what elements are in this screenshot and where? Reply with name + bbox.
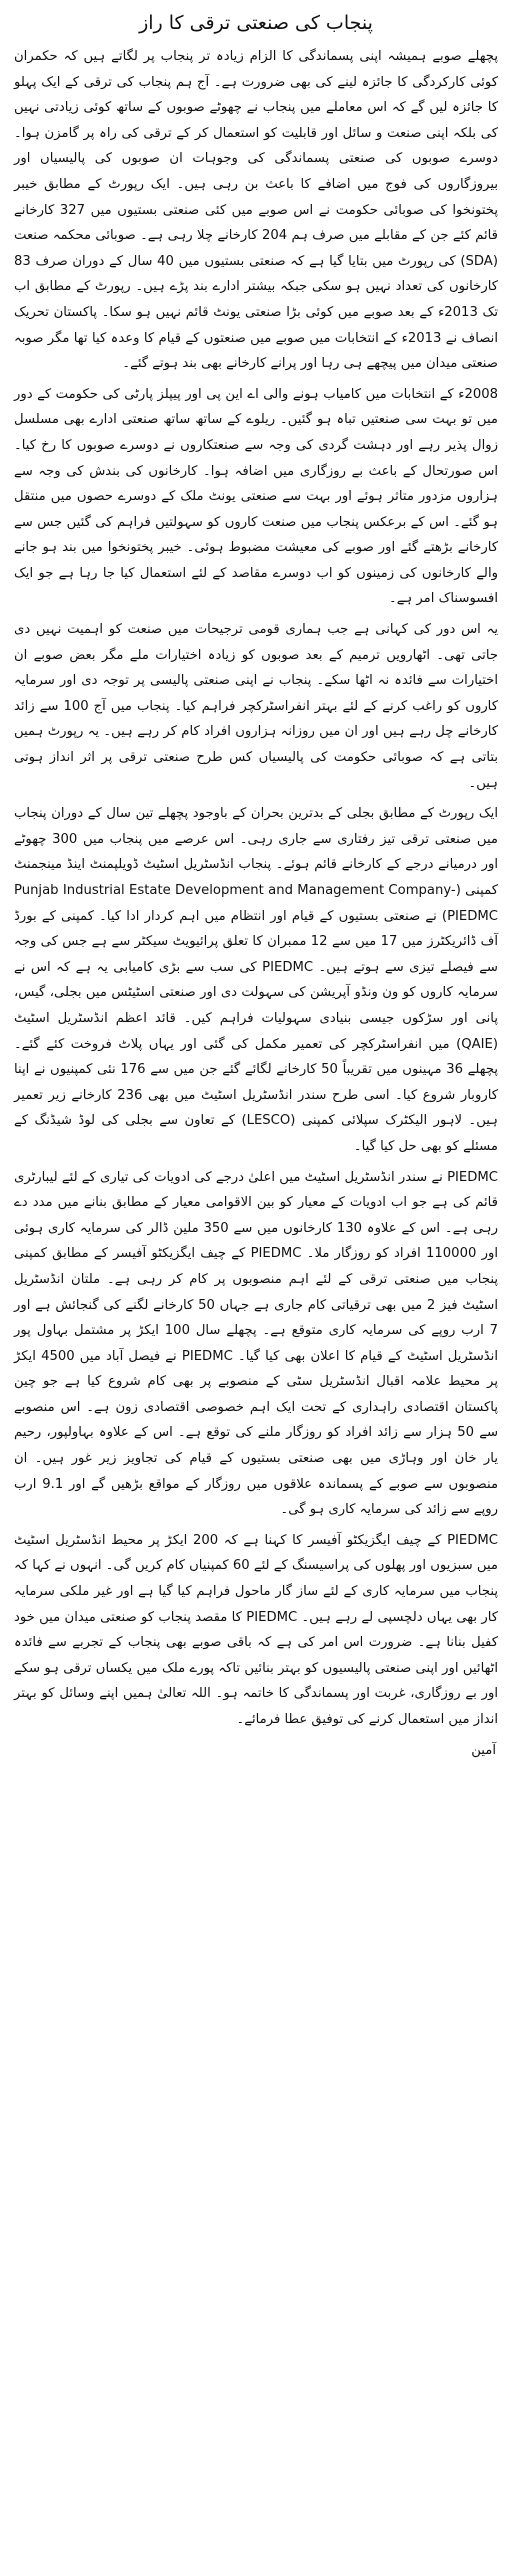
article-paragraph-1: پچھلے صوبے ہمیشہ اپنی پسماندگی کا الزام زیادہ تر پنجاب پر لگاتے ہیں کہ حکمران کوئی کارکردگی کا جائزہ لینے کی بھی ضرورت ہے۔ آج ہم پنجاب کی ترقی کے ایک پہلو کا جائزہ لیں گے کہ اس معاملے میں پنجاب نے چھوٹے صوبوں کے ساتھ کوئی زیادتی نہیں کی بلکہ اپنی صنعت و سائل اور قابلیت کو استعمال کر کے ترقی کی راہ پر گامزن ہوا۔ دوسرے صوبوں کی صنعتی پسماندگی کی وجوہات ان صوبوں کی پالیسیاں اور بیروزگاروں کی فوج میں اضافے کا باعث بن رہی ہیں۔ ایک رپورٹ کے مطابق خیبر پختونخوا کی صوبائی حکومت نے اس صوبے میں کئی صنعتی بستیوں میں 327 کارخانے قائم کئے جن کے مقابلے میں صرف ہم 204 کارخانے چلا رہی ہے۔ صوبائی محکمہ صنعت (SDA) کی رپورٹ میں بتایا گیا ہے کہ صنعتی بستیوں میں 40 سال کے دوران صرف 83 کارخانوں کی تعداد نہیں ہو سکی جبکہ بیشتر ادارے بند پڑے ہیں۔ رپورٹ کے مطابق اب تک 2013ء کے بعد صوبے میں کوئی بڑا صنعتی یونٹ قائم نہیں ہو سکا۔ پاکستان تحریک انصاف نے 2013ء کے انتخابات میں صوبے میں صنعتوں کے قیام کا وعدہ کیا تھا مگر صوبہ صنعتی میدان میں پیچھے ہی رہا اور پرانے کارخانے بھی بند ہوتے گئے۔ (14, 49, 498, 372)
article-title: پنجاب کی صنعتی ترقی کا راز (139, 12, 373, 34)
article-paragraph-6: PIEDMC کے چیف ایگزیکٹو آفیسر کا کہنا ہے کہ 200 ایکڑ پر محیط انڈسٹریل اسٹیٹ میں سبزیوں اور پھلوں کی پراسیسنگ کے لئے 60 کمپنیاں کام کریں گی۔ انہوں نے کہا کہ پنجاب میں سرمایہ کاری کے لئے ساز گار ماحول فراہم کیا گیا ہے اور غیر ملکی سرمایہ کار بھی یہاں دلچسپی لے رہے ہیں۔ PIEDMC کا مقصد پنجاب کو صنعتی میدان میں خود کفیل بنانا ہے۔ ضرورت اس امر کی ہے کہ باقی صوبے بھی پنجاب کے تجربے سے فائدہ اٹھائیں اور اپنی صنعتی پالیسیوں کو بہتر بنائیں تاکہ پورے ملک میں یکساں ترقی ہو سکے اور بے روزگاری، غربت اور پسماندگی کا خاتمہ ہو۔ اللہ تعالیٰ ہمیں اپنے وسائل کو بہتر انداز میں استعمال کرنے کی توفیق عطا فرمائے۔ (14, 1532, 499, 1727)
article-paragraph-2: 2008ء کے انتخابات میں کامیاب ہونے والی اے این پی اور پیپلز پارٹی کی حکومت کے دور میں تو بہت سی صنعتیں تباہ ہو گئیں۔ ریلوے کے ساتھ ساتھ صنعتی ادارے بھی مسلسل زوال پذیر رہے اور دہشت گردی کی وجہ سے صنعتکاروں نے دوسرے صوبوں کا رخ کیا۔ اس صورتحال کے باعث بے روزگاری میں اضافہ ہوا۔ کارخانوں کی بندش کی وجہ سے ہزاروں مزدور متاثر ہوئے اور بہت سے صنعتی یونٹ ملک کے دوسرے حصوں میں منتقل ہو گئے۔ اس کے برعکس پنجاب میں صنعت کاروں کو سہولتیں فراہم کی گئیں جس سے کارخانے بڑھتے گئے اور صوبے کی معیشت مضبوط ہوئی۔ خیبر پختونخوا میں بند ہو جانے والے کارخانوں کی زمینوں کو اب دوسرے مقاصد کے لئے استعمال کیا جا رہا ہے جو ایک افسوسناک امر ہے۔ (14, 386, 498, 607)
article-paragraph-5: PIEDMC نے سندر انڈسٹریل اسٹیٹ میں اعلیٰ درجے کی ادویات کی تیاری کے لئے لیبارٹری قائم کی ہے جو اب ادویات کے معیار کو بین الاقوامی معیار کے مطابق بنانے میں مدد دے رہی ہے۔ اس کے علاوہ 130 کارخانوں میں سے 350 ملین ڈالر کی سرمایہ کاری ہوئی اور 110000 افراد کو روزگار ملا۔ PIEDMC کے چیف ایگزیکٹو آفیسر کے مطابق کمپنی پنجاب میں صنعتی ترقی کے لئے اہم منصوبوں پر کام کر رہی ہے۔ ملتان انڈسٹریل اسٹیٹ فیز 2 میں بھی ترقیاتی کام جاری ہے جہاں 50 کارخانے لگنے کی گنجائش ہے اور 7 ارب روپے کی سرمایہ کاری متوقع ہے۔ پچھلے سال 100 ایکڑ پر مشتمل بہاول پور انڈسٹریل اسٹیٹ کے قیام کا اعلان بھی کیا گیا۔ PIEDMC نے فیصل آباد میں 4500 ایکڑ پر محیط علامہ اقبال انڈسٹریل سٹی کے منصوبے پر بھی کام شروع کیا ہے جو چین پاکستان اقتصادی راہداری کے تحت ایک اہم خصوصی اقتصادی زون ہے۔ اس منصوبے سے 50 ہزار سے زائد افراد کو روزگار ملنے کی توقع ہے۔ اس کے علاوہ بہاولپور، رحیم یار خان اور وہاڑی میں بھی صنعتی بستیوں کے قیام کی تجاویز زیر غور ہیں۔ ان منصوبوں سے صوبے کے پسماندہ علاقوں میں روزگار کے مواقع بڑھیں گے اور 9.1 ارب روپے سے زائد کی سرمایہ کاری ہو گی۔ (14, 1169, 499, 1518)
article-paragraph-3: یہ اس دور کی کہانی ہے جب ہماری قومی ترجیحات میں صنعت کو اہمیت نہیں دی جاتی تھی۔ اٹھارویں ترمیم کے بعد صوبوں کو زیادہ اختیارات ملے مگر بعض صوبے ان اختیارات سے فائدہ نہ اٹھا سکے۔ پنجاب نے اپنی صنعتی پالیسی پر توجہ دی اور سرمایہ کاروں کو راغب کرنے کے لئے بہتر انفراسٹرکچر فراہم کیا۔ پنجاب میں آج 100 سے زائد کارخانے چل رہے ہیں اور ان میں روزانہ ہزاروں افراد کام کر رہے ہیں۔ یہ رپورٹ ہمیں بتاتی ہے کہ صوبائی حکومت کی پالیسیاں کس طرح صنعتی ترقی پر اثر انداز ہوتی ہیں۔ (14, 622, 498, 791)
article-paragraph-4: ایک رپورٹ کے مطابق بجلی کے بدترین بحران کے باوجود پچھلے تین سال کے دوران پنجاب میں صنعتی ترقی تیز رفتاری سے جاری رہی۔ اس عرصے میں پنجاب میں 300 چھوٹے اور درمیانے درجے کے کارخانے قائم ہوئے۔ پنجاب انڈسٹریل اسٹیٹ ڈویلپمنٹ اینڈ مینجمنٹ کمپنی (Punjab Industrial Estate Development and Management Company-PIEDMC) نے صنعتی بستیوں کے قیام اور انتظام میں اہم کردار ادا کیا۔ کمپنی کے بورڈ آف ڈائریکٹرز میں 17 میں سے 12 ممبران کا تعلق پرائیویٹ سیکٹر سے ہے جس کی وجہ سے فیصلے تیزی سے ہوتے ہیں۔ PIEDMC کی سب سے بڑی کامیابی یہ ہے کہ اس نے سرمایہ کاروں کو ون ونڈو آپریشن کی سہولت دی اور صنعتی اسٹیٹس میں بجلی، گیس، پانی اور سڑکوں جیسی بنیادی سہولیات فراہم کیں۔ قائد اعظم انڈسٹریل اسٹیٹ (QAIE) میں انفراسٹرکچر کی تعمیر مکمل کی گئی اور یہاں پلاٹ فروخت کئے گئے۔ پچھلے 36 مہینوں میں تقریباً 50 کارخانے لگائے گئے جن میں سے 176 نئی کمپنیوں نے اپنا کاروبار شروع کیا۔ اسی طرح سندر انڈسٹریل اسٹیٹ میں بھی 236 کارخانے زیر تعمیر ہیں۔ لاہور الیکٹرک سپلائی کمپنی (LESCO) کے تعاون سے بجلی کی لوڈ شیڈنگ کے مسئلے کو بھی حل کیا گیا۔ (14, 806, 499, 1154)
article-signoff: آمین (471, 1742, 496, 1758)
